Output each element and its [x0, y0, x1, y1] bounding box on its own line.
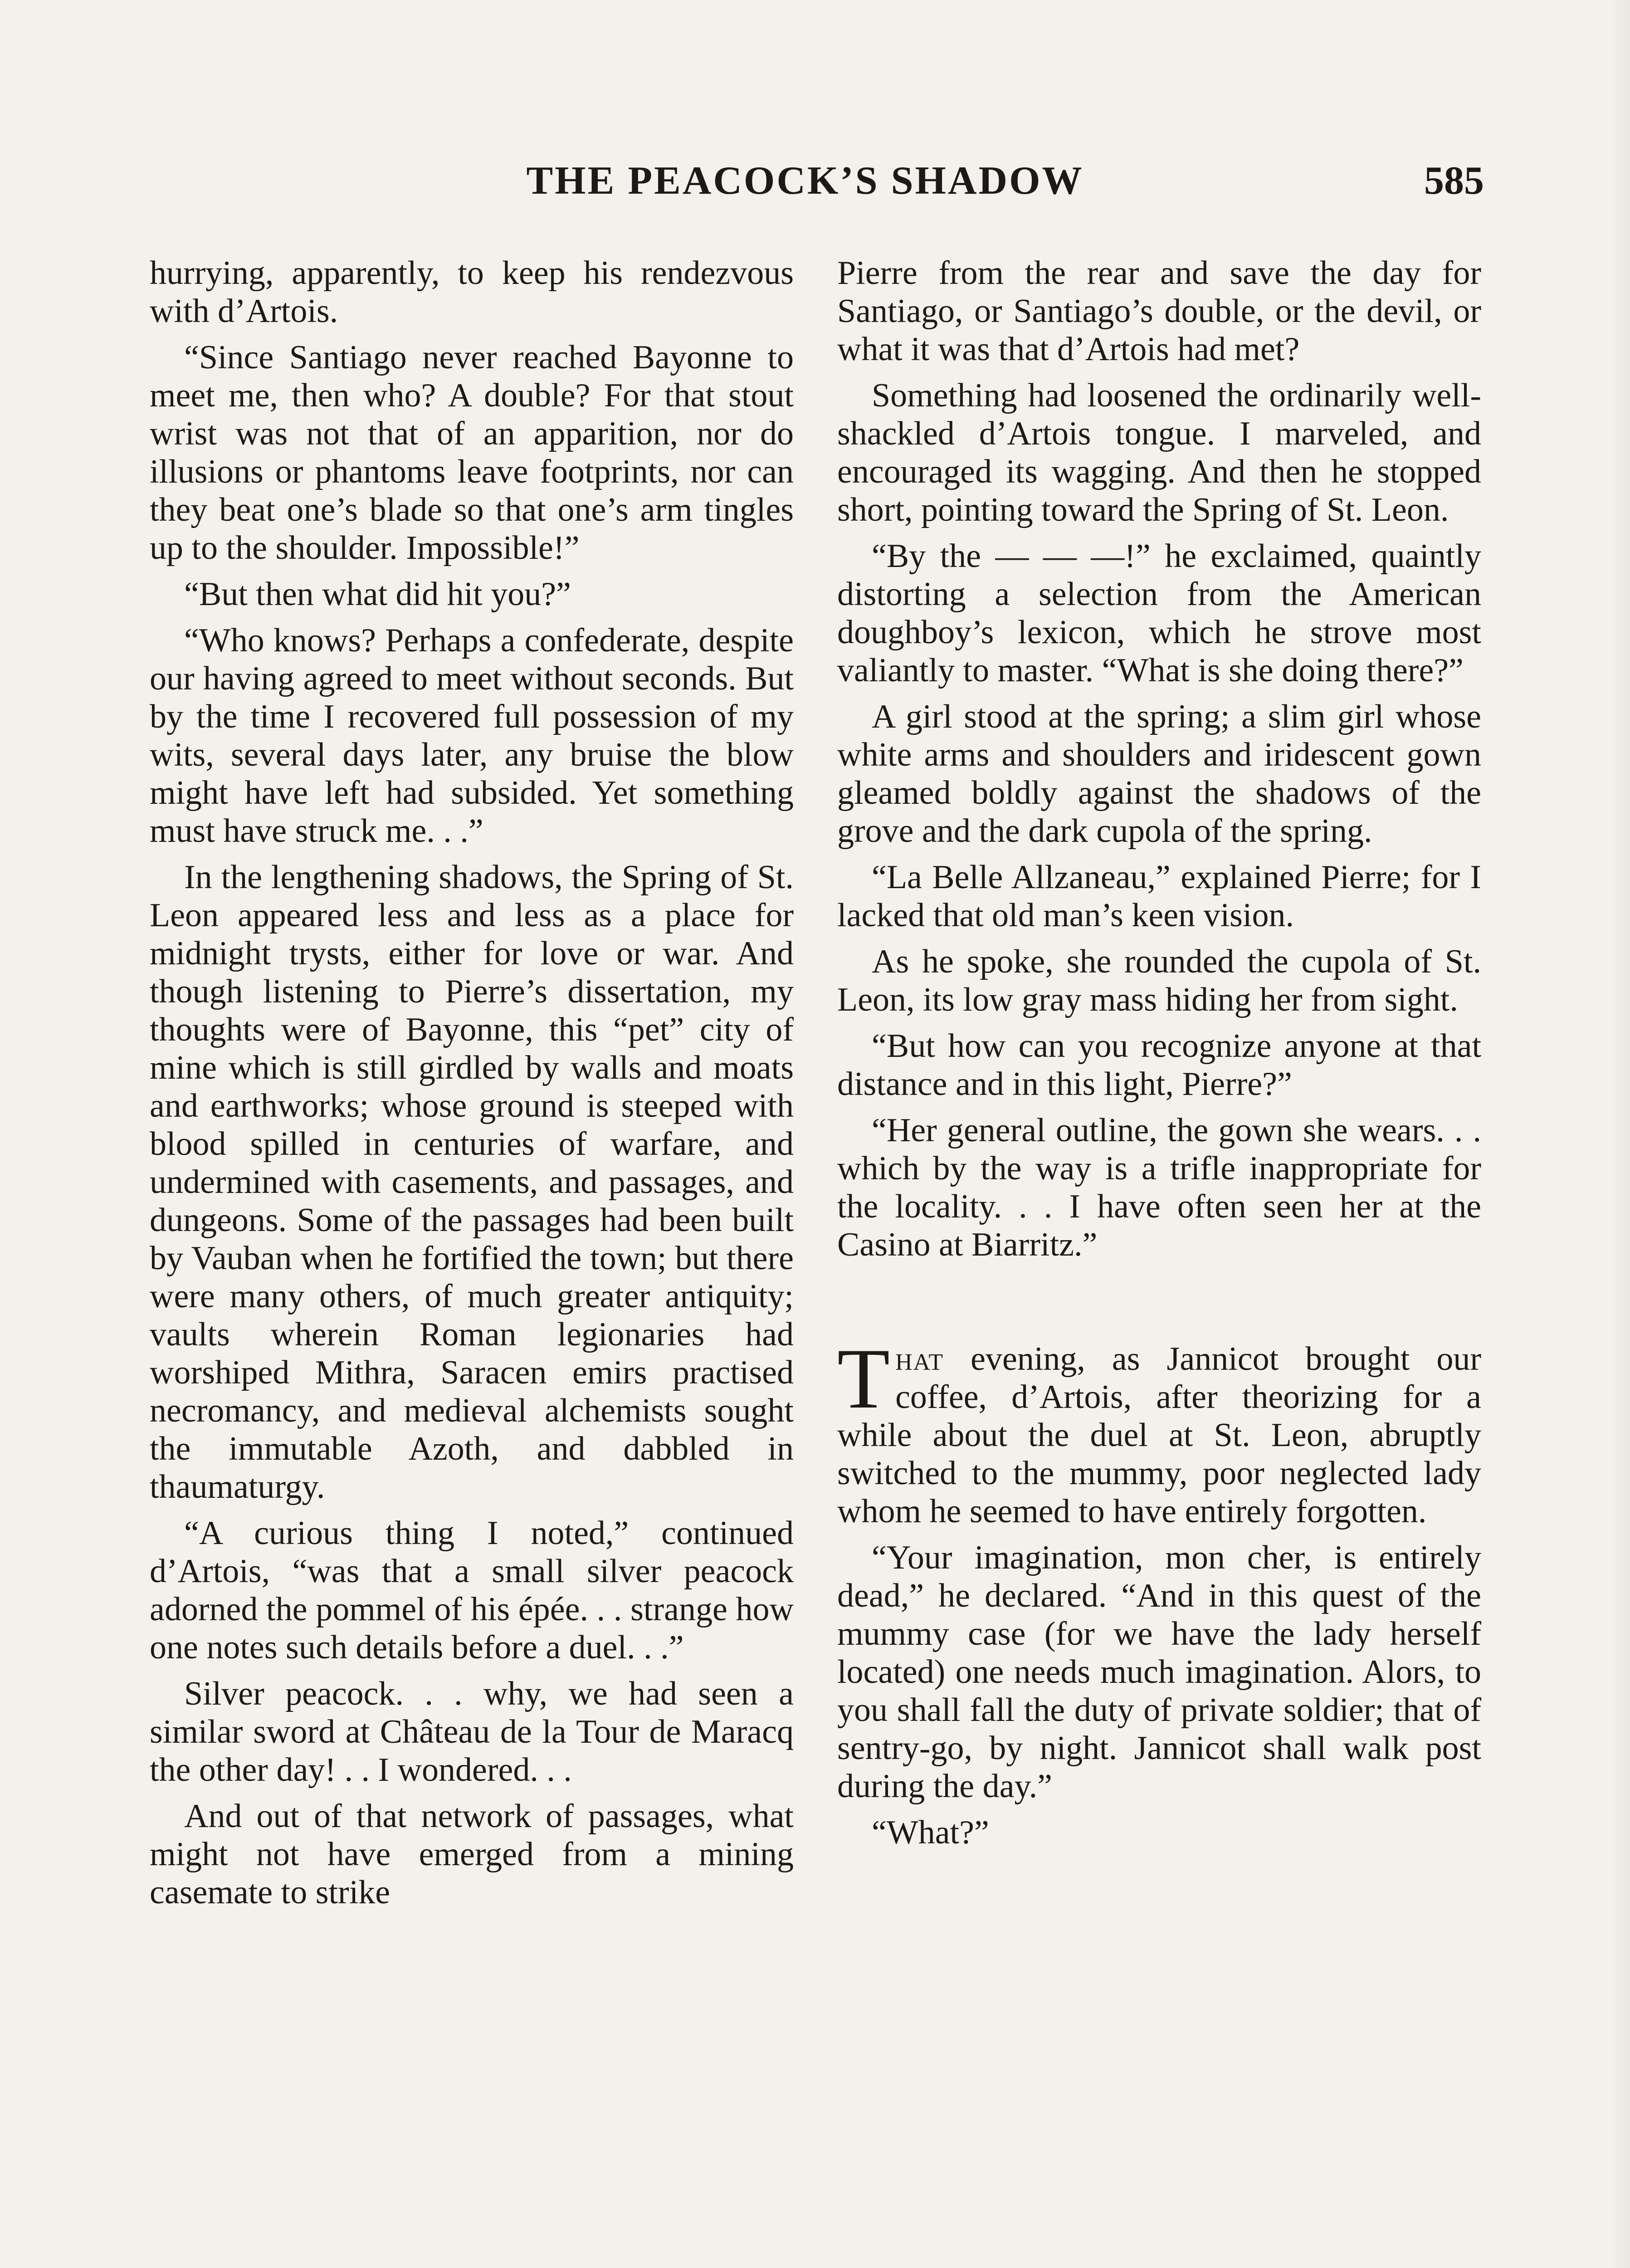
- paragraph: “But how can you recognize anyone at that distance and in this light, Pierre?”: [837, 1027, 1481, 1103]
- paragraph: In the lengthening shadows, the Spring of St. Leon appeared less and less as a place for midnight trysts, either for love or war. And though listening to Pierre’s dissertation, my thoughts were of Bayonne, this “pet” city of mine which is still girdled by walls and moats and earthworks; whose ground is steeped with blood spilled in centuries of warfare, and undermined with casements, and passages, and dungeons. Some of the passages had been built by Vauban when he fortified the town; but there were many others, of much greater antiquity; vaults wherein Roman legionaries had worshiped Mithra, Saracen emirs practised necromancy, and medieval alchemists sought the immutable Azoth, and dabbled in thaumaturgy.: [150, 859, 794, 1505]
- section-break: [837, 1272, 1481, 1340]
- running-title: THE PEACOCK’S SHADOW: [526, 159, 1084, 203]
- paragraph: And out of that network of passages, what might not have emerged from a mining casemate to strike: [150, 1798, 794, 1911]
- paragraph: Something had loosened the ordinarily well-shackled d’Artois tongue. I marveled, and encouraged its wagging. And then he stopped short, pointing toward the Spring of St. Leon.: [837, 377, 1481, 528]
- paragraph: “Since Santiago never reached Bayonne to meet me, then who? A double? For that stout wrist was not that of an apparition, nor do illusions or phantoms leave footprints, nor can they beat one’s blade so that one’s arm tingles up to the shoulder. Impossible!”: [150, 339, 794, 567]
- section-opening-paragraph: [837, 1331, 1481, 1530]
- page-edge: [1612, 0, 1630, 2268]
- paragraph: Silver peacock. . . why, we had seen a similar sword at Château de la Tour de Maracq the other day! . . I wondered. . .: [150, 1675, 794, 1789]
- right-column: [837, 254, 1481, 1860]
- paragraph-text: evening, as Jannicot brought our coffee, d’Artois, after theorizing for a while about the duel at St. Leon, abruptly switched to the mummy, poor neglected lady whom he seemed to have entirely forgotten.: [837, 1340, 1481, 1530]
- drop-cap: T: [837, 1331, 890, 1427]
- paragraph: “But then what did hit you?”: [184, 576, 571, 613]
- paragraph: “What?”: [872, 1814, 989, 1851]
- small-caps-lead: hat: [895, 1340, 944, 1378]
- paragraph: hurrying, apparently, to keep his rendezvous with d’Artois.: [150, 254, 794, 330]
- paragraph: “A curious thing I noted,” continued d’Artois, “was that a small silver peacock adorned the pommel of his épée. . . strange how one notes such details before a duel. . .”: [150, 1515, 794, 1666]
- paragraph: As he spoke, she rounded the cupola of St. Leon, its low gray mass hiding her from sight.: [837, 943, 1481, 1018]
- page-number: 585: [1424, 159, 1484, 203]
- paragraph: “By the — — —!” he exclaimed, quaintly distorting a selection from the American doughboy’s lexicon, which he strove most valiantly to master. “What is she doing there?”: [837, 538, 1481, 689]
- paragraph: A girl stood at the spring; a slim girl whose white arms and shoulders and iridescent gown gleamed boldly against the shadows of the grove and the dark cupola of the spring.: [837, 698, 1481, 850]
- paragraph: “Her general outline, the gown she wears. . . which by the way is a trifle inappropriate for the locality. . . I have often seen her at the Casino at Biarritz.”: [837, 1112, 1481, 1263]
- paragraph: Pierre from the rear and save the day for Santiago, or Santiago’s double, or the devil, or what it was that d’Artois had met?: [837, 254, 1481, 368]
- paragraph: “Who knows? Perhaps a confederate, despite our having agreed to meet without seconds. But by the time I recovered full possession of my wits, several days later, any bruise the blow might have left had subsided. Yet something must have struck me. . .”: [150, 622, 794, 850]
- paragraph: “Your imagination, mon cher, is entirely dead,” he declared. “And in this quest of the mummy case (for we have the lady herself located) one needs much imagination. Alors, to you shall fall the duty of private soldier; that of sentry-go, by night. Jannicot shall walk post during the day.”: [837, 1539, 1481, 1805]
- left-column: [150, 254, 794, 1920]
- paragraph: “La Belle Allzaneau,” explained Pierre; for I lacked that old man’s keen vision.: [837, 859, 1481, 934]
